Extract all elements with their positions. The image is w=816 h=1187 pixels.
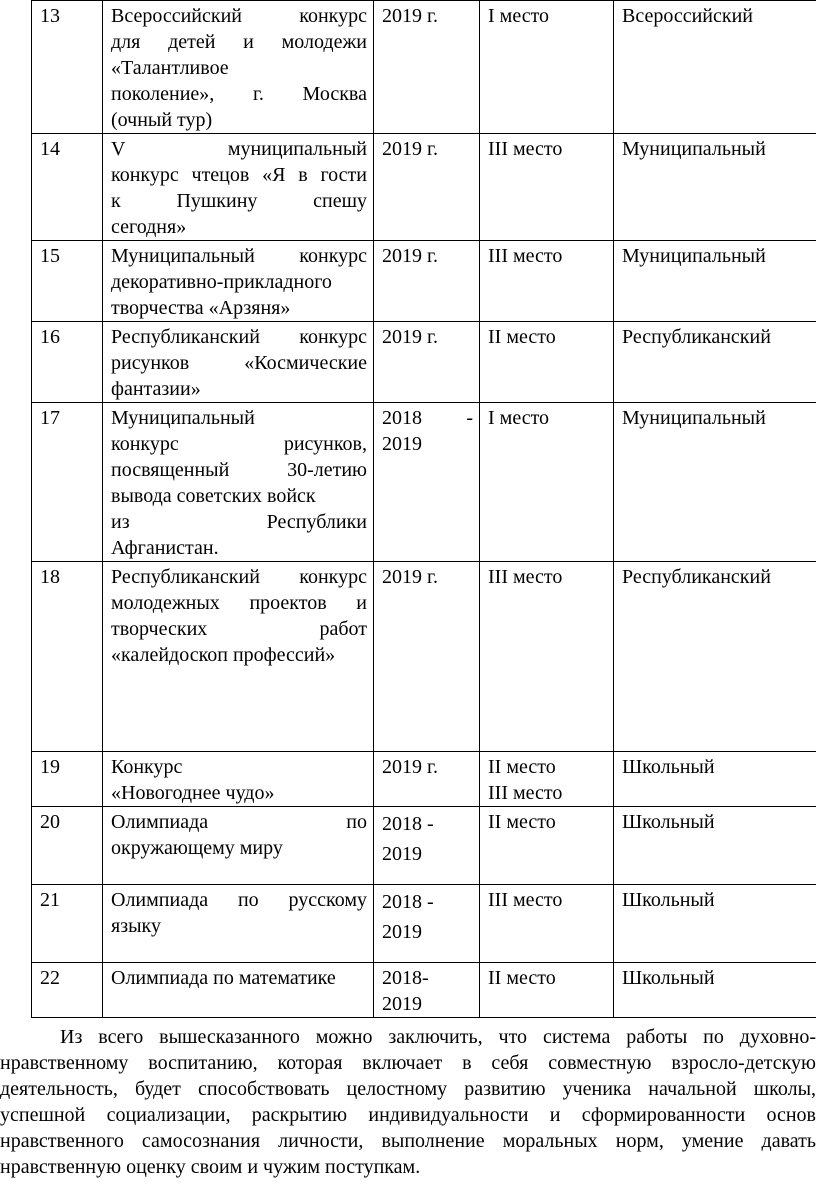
contest-level: Муниципальный bbox=[614, 134, 816, 241]
row-number: 18 bbox=[32, 562, 103, 752]
row-number: 15 bbox=[32, 241, 103, 322]
contest-year: 2018 - 2019 bbox=[374, 807, 480, 885]
contest-place: II место bbox=[480, 322, 614, 403]
contest-place: II место III место bbox=[480, 752, 614, 807]
contest-level: Республиканский bbox=[614, 322, 816, 403]
row-number: 14 bbox=[32, 134, 103, 241]
contest-year: 2019 г. bbox=[374, 1, 480, 134]
row-number: 17 bbox=[32, 403, 103, 562]
table-row bbox=[32, 403, 816, 562]
table-row bbox=[32, 807, 816, 885]
contest-level: Школьный bbox=[614, 885, 816, 963]
contest-level: Муниципальный bbox=[614, 403, 816, 562]
table-row bbox=[32, 963, 816, 1018]
contest-name: Олимпиада по математике bbox=[103, 963, 374, 1018]
contest-year: 2019 г. bbox=[374, 134, 480, 241]
contest-name: Республиканский конкурс рисунков «Космические фантазии» bbox=[103, 322, 374, 403]
row-number: 22 bbox=[32, 963, 103, 1018]
contest-year: 2019 г. bbox=[374, 562, 480, 752]
row-number: 20 bbox=[32, 807, 103, 885]
contest-place: II место bbox=[480, 807, 614, 885]
table-row bbox=[32, 241, 816, 322]
contest-level: Школьный bbox=[614, 752, 816, 807]
contest-name: Республиканский конкурс молодежных проектов и творческих работ «калейдоскоп профессий» bbox=[103, 562, 374, 752]
contest-name: Конкурс «Новогоднее чудо» bbox=[103, 752, 374, 807]
table-row bbox=[32, 1, 816, 134]
contest-place: III место bbox=[480, 885, 614, 963]
contest-place: III место bbox=[480, 134, 614, 241]
contest-year: 2018- 2019 bbox=[374, 963, 480, 1018]
contest-place: II место bbox=[480, 963, 614, 1018]
contest-place: III место bbox=[480, 562, 614, 752]
table-row bbox=[32, 885, 816, 963]
contest-level: Школьный bbox=[614, 963, 816, 1018]
table-row bbox=[32, 752, 816, 807]
contest-name: Олимпиада по русскому языку bbox=[103, 885, 374, 963]
table-row bbox=[32, 134, 816, 241]
conclusion-paragraph: Из всего вышесказанного можно заключить, что система работы по духовно-нравственному воспитанию, которая включает в себя совместную взросло-детскую деятельность, будет способствовать целостному развитию ученика начальной школы, успешной социализации, раскрытию индивидуальности и сформированности основ нравственного самосознания личности, выполнение моральных норм, умение давать нравственную оценку своим и чужим поступкам. bbox=[0, 1026, 816, 1178]
contest-level: Муниципальный bbox=[614, 241, 816, 322]
contest-year: 2019 г. bbox=[374, 752, 480, 807]
row-number: 16 bbox=[32, 322, 103, 403]
contest-name: Всероссийский конкурс для детей и молодежи «Талантливое поколение», г. Москва (очный тур) bbox=[103, 1, 374, 134]
contest-name: Муниципальный конкурс рисунков, посвященный 30-летию вывода советских войск из Республики Афганистан. bbox=[103, 403, 374, 562]
row-number: 13 bbox=[32, 1, 103, 134]
table-row bbox=[32, 562, 816, 752]
contest-name: Муниципальный конкурс декоративно-прикладного творчества «Арзяня» bbox=[103, 241, 374, 322]
contest-name: V муниципальный конкурс чтецов «Я в гости к Пушкину спешу сегодня» bbox=[103, 134, 374, 241]
contest-level: Республиканский bbox=[614, 562, 816, 752]
contest-place: III место bbox=[480, 241, 614, 322]
table-row bbox=[32, 322, 816, 403]
row-number: 19 bbox=[32, 752, 103, 807]
row-number: 21 bbox=[32, 885, 103, 963]
contest-year: 2018 - 2019 bbox=[374, 403, 480, 562]
contest-place: I место bbox=[480, 403, 614, 562]
contest-level: Школьный bbox=[614, 807, 816, 885]
contest-place: I место bbox=[480, 1, 614, 134]
contest-year: 2019 г. bbox=[374, 322, 480, 403]
contest-year: 2018 - 2019 bbox=[374, 885, 480, 963]
contest-name: Олимпиада по окружающему миру bbox=[103, 807, 374, 885]
results-table bbox=[31, 0, 816, 1018]
contest-level: Всероссийский bbox=[614, 1, 816, 134]
contest-year: 2019 г. bbox=[374, 241, 480, 322]
